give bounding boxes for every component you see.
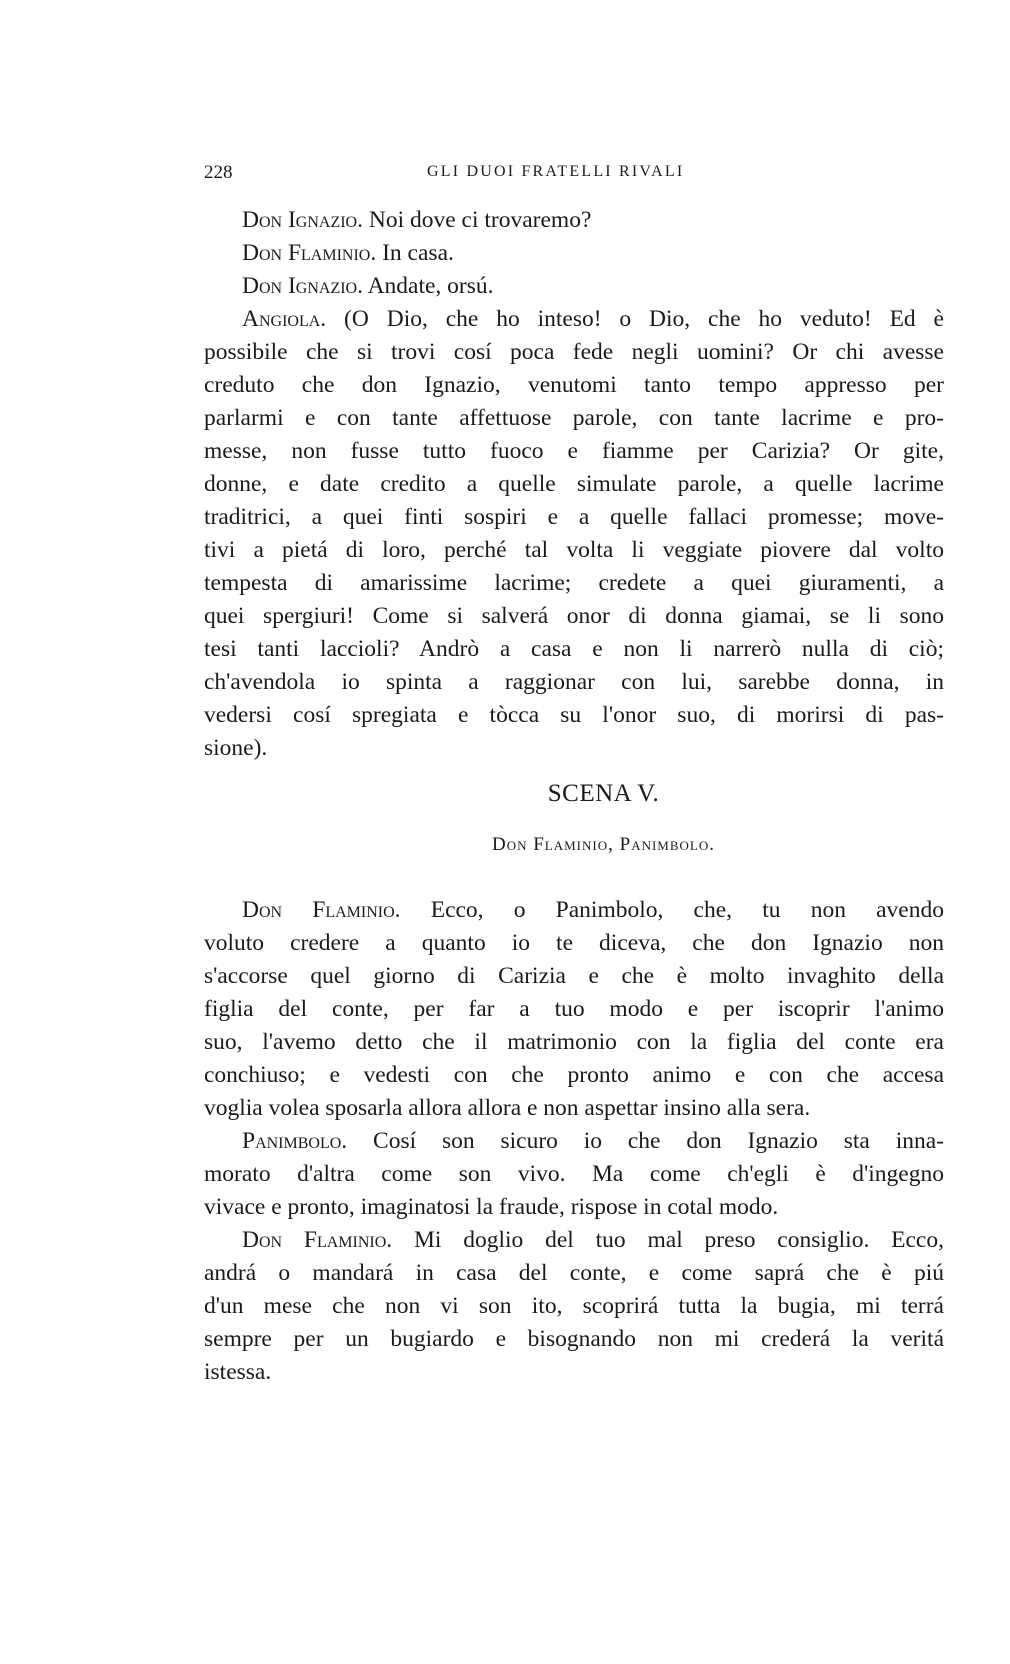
- paragraph-line: [204, 1059, 944, 1092]
- scene-cast: Don Flaminio, Panimbolo.: [491, 834, 715, 855]
- line-text: voluto credere a quanto io te diceva, che don Ignazio non: [204, 930, 944, 956]
- speaker-name: Don Flaminio.: [242, 240, 377, 266]
- text-block-2: [204, 894, 944, 1389]
- paragraph-first-line: [204, 1224, 944, 1257]
- paragraph-first-line: [204, 237, 944, 270]
- line-text: istessa.: [204, 1359, 272, 1385]
- line-text: messe, non fusse tutto fuoco e fiamme per Carizia? Or gite,: [204, 438, 944, 464]
- scene-title: SCENA V.: [547, 780, 660, 807]
- speaker-name: Angiola.: [242, 306, 327, 332]
- paragraph-first-line: [204, 1125, 944, 1158]
- paragraph-line: [204, 567, 944, 600]
- paragraph-line: [204, 666, 944, 699]
- paragraph-line: [204, 732, 944, 765]
- speaker-name: Don Ignazio.: [242, 207, 363, 233]
- paragraph-first-line: [204, 303, 944, 336]
- paragraph-line: [204, 369, 944, 402]
- paragraph-line: [204, 1356, 944, 1389]
- line-text: morato d'altra come son vivo. Ma come ch'egli è d'ingegno: [204, 1161, 944, 1187]
- paragraph-line: [204, 468, 944, 501]
- line-text: Mi doglio del tuo mal preso consiglio. Ecco,: [392, 1227, 944, 1253]
- line-text: possibile che si trovi cosí poca fede negli uomini? Or chi avesse: [204, 339, 944, 365]
- line-text: Andate, orsú.: [362, 273, 494, 299]
- line-text: andrá o mandará in casa del conte, e come saprá che è piú: [204, 1260, 944, 1286]
- paragraph-first-line: [204, 270, 944, 303]
- paragraph-first-line: [204, 204, 944, 237]
- line-text: Ecco, o Panimbolo, che, tu non avendo: [400, 897, 944, 923]
- speaker-name: Don Ignazio.: [242, 273, 363, 299]
- page-number: 228: [204, 162, 233, 183]
- line-text: sempre per un bugiardo e bisognando non mi crederá la veritá: [204, 1326, 944, 1352]
- line-text: s'accorse quel giorno di Carizia e che è molto invaghito della: [204, 963, 944, 989]
- line-text: conchiuso; e vedesti con che pronto animo e con che accesa: [204, 1062, 944, 1088]
- speaker-name: Don Flaminio.: [242, 1227, 393, 1253]
- line-text: tesi tanti laccioli? Andrò a casa e non li narrerò nulla di ciò;: [204, 636, 944, 662]
- line-text: (O Dio, che ho inteso! o Dio, che ho veduto! Ed è: [326, 306, 944, 332]
- paragraph-line: [204, 534, 944, 567]
- paragraph-line: [204, 402, 944, 435]
- paragraph-line: [204, 501, 944, 534]
- paragraph-line: [204, 1290, 944, 1323]
- paragraph-line: [204, 1092, 944, 1125]
- line-text: tempesta di amarissime lacrime; credete a quei giuramenti, a: [204, 570, 944, 596]
- line-text: voglia volea sposarla allora allora e non aspettar insino alla sera.: [204, 1095, 811, 1121]
- line-text: suo, l'avemo detto che il matrimonio con la figlia del conte era: [204, 1029, 944, 1055]
- paragraph-first-line: [204, 894, 944, 927]
- line-text: parlarmi e con tante affettuose parole, con tante lacrime e pro-: [204, 405, 944, 431]
- line-text: ch'avendola io spinta a raggionar con lui, sarebbe donna, in: [204, 669, 944, 695]
- paragraph-line: [204, 699, 944, 732]
- line-text: creduto che don Ignazio, venutomi tanto tempo appresso per: [204, 372, 944, 398]
- paragraph-line: [204, 633, 944, 666]
- text-block-1: [204, 204, 944, 765]
- running-title: GLI DUOI FRATELLI RIVALI: [427, 163, 685, 180]
- line-text: figlia del conte, per far a tuo modo e per iscoprir l'animo: [204, 996, 944, 1022]
- paragraph-line: [204, 1158, 944, 1191]
- paragraph-line: [204, 927, 944, 960]
- line-text: vivace e pronto, imaginatosi la fraude, rispose in cotal modo.: [204, 1194, 779, 1220]
- paragraph-line: [204, 435, 944, 468]
- line-text: sione).: [204, 735, 268, 761]
- paragraph-line: [204, 960, 944, 993]
- paragraph-line: [204, 1026, 944, 1059]
- paragraph-line: [204, 600, 944, 633]
- speaker-name: Panimbolo.: [242, 1128, 348, 1154]
- line-text: d'un mese che non vi son ito, scoprirá tutta la bugia, mi terrá: [204, 1293, 944, 1319]
- paragraph-line: [204, 1257, 944, 1290]
- paragraph-line: [204, 1323, 944, 1356]
- line-text: Noi dove ci trovaremo?: [362, 207, 592, 233]
- paragraph-line: [204, 993, 944, 1026]
- paragraph-line: [204, 336, 944, 369]
- line-text: In casa.: [376, 240, 454, 266]
- paragraph-line: [204, 1191, 944, 1224]
- line-text: vedersi cosí spregiata e tòcca su l'onor suo, di morirsi di pas-: [204, 702, 944, 728]
- line-text: Cosí son sicuro io che don Ignazio sta inna-: [347, 1128, 944, 1154]
- speaker-name: Don Flaminio.: [242, 897, 401, 923]
- line-text: donne, e date credito a quelle simulate parole, a quelle lacrime: [204, 471, 944, 497]
- line-text: tivi a pietá di loro, perché tal volta li veggiate piovere dal volto: [204, 537, 944, 563]
- line-text: traditrici, a quei finti sospiri e a quelle fallaci promesse; move-: [204, 504, 944, 530]
- line-text: quei spergiuri! Come si salverá onor di donna giamai, se li sono: [204, 603, 944, 629]
